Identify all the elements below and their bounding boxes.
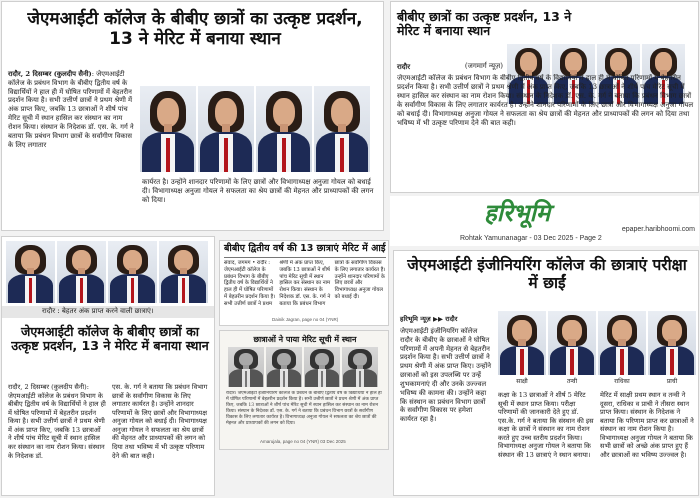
clipping-5-source: Amarujala, page no 04 (YNR) 03 Dec 2025 [260, 439, 346, 444]
photo-label: प्राची [666, 378, 678, 385]
clipping-6-headline: जेएमआईटी इंजीनियरिंग कॉलेज की छात्राएं परीक्षा में छाईं [407, 256, 687, 292]
clipping-3 [1, 236, 215, 496]
clipping-6-dateline: हरिभूमि न्यूज़ ▶▶ रादौर [400, 315, 458, 323]
student-photo [256, 86, 312, 172]
clipping-3-body-left: रादौर, 2 दिसम्बर (कुलदीप सैनी): जेएमआईटी कॉलेज के प्रबंधन विभाग के बीबीए द्वितीय वर्ष के विद्यार्थियों ने हाल ही में घोषित परिणामों में बेहतरीन प्रदर्शन किया है। सभी उत्तीर्ण छात्रों ने प्रथम श्रेणी में अंक प्राप्त किए, जबकि 13 छात्राओं ने शीर्ष पांच मेरिट सूची में स्थान हासिल कर संस्थान का नाम रोशन किया। संस्थान के निदेशक डॉ. [8, 383, 106, 460]
clipping-3-columns [8, 383, 210, 493]
photo-label: साक्षी [516, 378, 528, 385]
student-photo [6, 241, 55, 303]
clipping-3-body-right: एस. के. गर्ग ने बताया कि प्रबंधन विभाग छात्रों के सर्वांगीण विकास के लिए लगातार कार्यरत है। उन्होंने शानदार परिणामों के लिए छात्रों और विभागाध्यक्ष अनुजा गोयल को बधाई दी। विभागाध्यक्ष अनुजा गोयल ने सफलता का श्रेय छात्रों की मेहनत और प्राध्यापकों की लगन को दिया तथा भविष्य में भी उत्कृष्ट परिणाम देने की बात कही। [112, 383, 208, 460]
clipping-5-body: रादौर। जेएमआईटी इंजीनियरिंग कॉलेज के प्रबंधन के बीबीए द्वितीय वर्ष के विद्यार्थियों ने हाल ही में घोषित परिणामों में बेहतरीन प्रदर्शन किया है। सभी उत्तीर्ण छात्रों ने प्रथम श्रेणी में अंक प्राप्त किए, जबकि 13 छात्राओं ने शीर्ष पांच मेरिट सूची में स्थान हासिल कर संस्थान का नाम रोशन किया। संस्थान के निदेशक डॉ. एस. के. गर्ग ने बताया कि प्रबंधन विभाग छात्रों के सर्वांगीण विकास के लिए लगातार कार्यरत है। विभागाध्यक्ष अनुजा गोयल ने सफलता का श्रेय छात्रों की मेहनत और प्राध्यापकों की लगन को दिया। [226, 391, 382, 426]
clipping-4-source: Dainik Jagran, page no 04 (YNR) [272, 317, 339, 322]
clipping-6-photos [498, 311, 696, 375]
clipping-6 [393, 250, 699, 496]
clipping-1 [1, 1, 384, 231]
masthead-edition: Rohtak Yamunanagar - 03 Dec 2025 - Page 2 [460, 235, 602, 242]
student-photo [498, 311, 546, 375]
student-photo [548, 311, 596, 375]
student-photo [598, 311, 646, 375]
student-photo [198, 86, 254, 172]
clipping-4-rule [224, 257, 386, 258]
student-photo [140, 86, 196, 172]
student-photo [57, 241, 106, 303]
clipping-6-col2: कक्षा के 13 छात्राओं ने शीर्ष 5 मेरिट सूची में स्थान प्राप्त किया। परीक्षा परिणामों की जानकारी देते हुए डॉ. एस.के. गर्ग ने बताया कि संस्थान की इस कक्षा के छात्रों ने संस्थान का नाम रोशन करते हुए उच्च स्तरीय प्रदर्शन किया। विभागाध्यक्ष अनुजा गोयल ने बताया कि संस्थान की 13 छात्राएं ने स्थान बनाया। [498, 391, 594, 459]
clipping-4-body: संवाद, जगमग • रादौर : जेएमआईटी कॉलेज के प्रबंधन विभाग के बीबीए द्वितीय वर्ष के विद्यार्थियों ने हाल ही में घोषित परिणामों में बेहतरीन प्रदर्शन किया है। सभी उत्तीर्ण छात्रों ने प्रथम श्रेणी में अंक प्राप्त किए, जबकि 13 छात्राओं ने शीर्ष पांच मेरिट सूची में स्थान हासिल कर संस्थान का नाम रोशन किया। संस्थान के निदेशक डॉ. एस. के. गर्ग ने बताया कि प्रबंधन विभाग छात्रों के सर्वांगीण विकास के लिए लगातार कार्यरत है। उन्होंने शानदार परिणामों के लिए छात्रों और विभागाध्यक्ष अनुजा गोयल को बधाई दी। [224, 260, 386, 307]
clipping-6-col3: मेरिट में साक्षी प्रथम स्थान व तन्वी ने दूसरा, राधिका व प्राची ने तीसरा स्थान प्राप्त किया। संस्थान के निदेशक ने बताया कि परिणाम प्राप्त कर छात्राओं ने संस्थान का नाम रोशन किया है। विभागाध्यक्ष अनुजा गोयल ने बताया कि सभी छात्रों को अच्छे अंक प्राप्त हुए हैं और छात्राओं का भविष्य उज्ज्वल है। [600, 391, 694, 459]
clipping-1-body-left: : जेएमआईटी कॉलेज के प्रबंधन विभाग के बीबीए द्वितीय वर्ष के विद्यार्थियों ने हाल ही में घोषित परिणामों में बेहतरीन प्रदर्शन किया है। सभी उत्तीर्ण छात्रों ने प्रथम श्रेणी में अंक प्राप्त किए, जबकि 13 छात्राओं ने शीर्ष पांच मेरिट सूची में स्थान हासिल कर संस्थान का नाम रोशन किया। संस्थान के निदेशक डॉ. एस. के. गर्ग ने बताया कि प्रबंधन विभाग छात्रों के सर्वांगीण विकास के लिए लगातार [8, 70, 134, 149]
clipping-6-photo-block [498, 311, 696, 387]
student-photo [304, 347, 340, 387]
clipping-1-headline: जेएमआईटी कॉलेज के बीबीए छात्रों का उत्कृष्ट प्रदर्शन, 13 ने मेरिट में बनाया स्थान [27, 9, 363, 49]
clipping-5-headline: छात्राओं ने पाया मेरिट सूची में स्थान [253, 335, 357, 344]
clipping-2-body: जेएमआईटी कॉलेज के प्रबंधन विभाग के बीबीए द्वितीय वर्ष के विद्यार्थियों ने हाल ही में घोषित परिणामों में बेहतरीन प्रदर्शन किया है। सभी उत्तीर्ण छात्रों ने प्रथम श्रेणी में अंक प्राप्त किए, जबकि 13 छात्राओं ने शीर्ष पांच मेरिट सूची में स्थान हासिल कर संस्थान का नाम रोशन किया। संस्थान के निदेशक डॉ. एस. के. गर्ग ने बताया कि प्रबंधन विभाग छात्रों के सर्वांगीण विकास के लिए लगातार कार्यरत है। उन्होंने शानदार परिणामों के लिए छात्रों और विभागाध्यक्ष अनुजा गोयल को बधाई दी। विभागाध्यक्ष अनुजा गोयल ने सफलता का श्रेय छात्रों की मेहनत और प्राध्यापकों की लगन को दिया तथा भविष्य में भी उत्कृष्ट परिणाम देने की बात कही। [397, 74, 694, 128]
clipping-2-dateline: रादौर [397, 62, 411, 71]
clipping-3-caption: रादौर : बेहतर अंक प्राप्त करने वाली छात्राएं। [42, 307, 154, 315]
student-photo [228, 347, 264, 387]
clipping-3-headline: जेएमआईटी कॉलेज के बीबीए छात्रों का उत्कृष्ट प्रदर्शन, 13 ने मेरिट में बनाया स्थान [11, 324, 209, 354]
clipping-2 [390, 1, 699, 193]
clipping-2-byline [397, 62, 503, 72]
clipping-4-headline: बीबीए द्वितीय वर्ष की 13 छात्राएं मेरिट में आई [224, 243, 386, 254]
clipping-1-dateline: रादौर, 2 दिसम्बर (कुलदीप सैनी) [8, 70, 92, 78]
masthead-logo: हरिभूमि [484, 199, 551, 227]
masthead [390, 196, 699, 246]
clipping-1-body-right: कार्यरत है। उन्होंने शानदार परिणामों के लिए छात्रों और विभागाध्यक्ष अनुजा गोयल को बधाई दी। विभागाध्यक्ष अनुजा गोयल ने सफलता का श्रेय छात्रों की मेहनत और प्राध्यापकों की लगन को दिया। [142, 178, 374, 205]
student-photo [159, 241, 208, 303]
clipping-6-col1: जेएमआईटी इंजीनियरिंग कॉलेज रादौर के बीबीए के छात्राओं ने घोषित परिणामों में अपनी मेहनत से बेहतरीन प्रदर्शन किया है। सभी उत्तीर्ण छात्रों ने प्रथम श्रेणी में अंक प्राप्त किए। उन्होंने छात्राओं को इस उपलब्धि पर उन्हें शुभकामनाएं दी और उनके उज्ज्वल भविष्य की कामना की। उन्होंने कहा कि संस्थान का प्रबंधन विभाग छात्रों के सर्वांगीण विकास पर हमेशा कार्यरत रहा है। [400, 327, 492, 424]
photo-label: राधिका [614, 378, 630, 385]
clipping-1-photos [140, 86, 370, 172]
masthead-url: epaper.haribhoomi.com [621, 226, 695, 233]
student-photo [108, 241, 157, 303]
clipping-5 [219, 330, 389, 450]
clipping-2-credit: (जगमार्ग न्यूज़) [464, 62, 503, 70]
clipping-3-photos [6, 241, 208, 303]
student-photo [648, 311, 696, 375]
clipping-2-headline: बीबीए छात्रों का उत्कृष्ट प्रदर्शन, 13 ने मेरिट में बनाया स्थान [397, 9, 572, 39]
student-photo [314, 86, 370, 172]
clipping-5-photos [228, 347, 378, 387]
student-photo [266, 347, 302, 387]
student-photo [342, 347, 378, 387]
photo-label: तन्वी [566, 378, 578, 385]
clipping-4 [219, 240, 389, 326]
clipping-1-text-left [8, 70, 136, 149]
